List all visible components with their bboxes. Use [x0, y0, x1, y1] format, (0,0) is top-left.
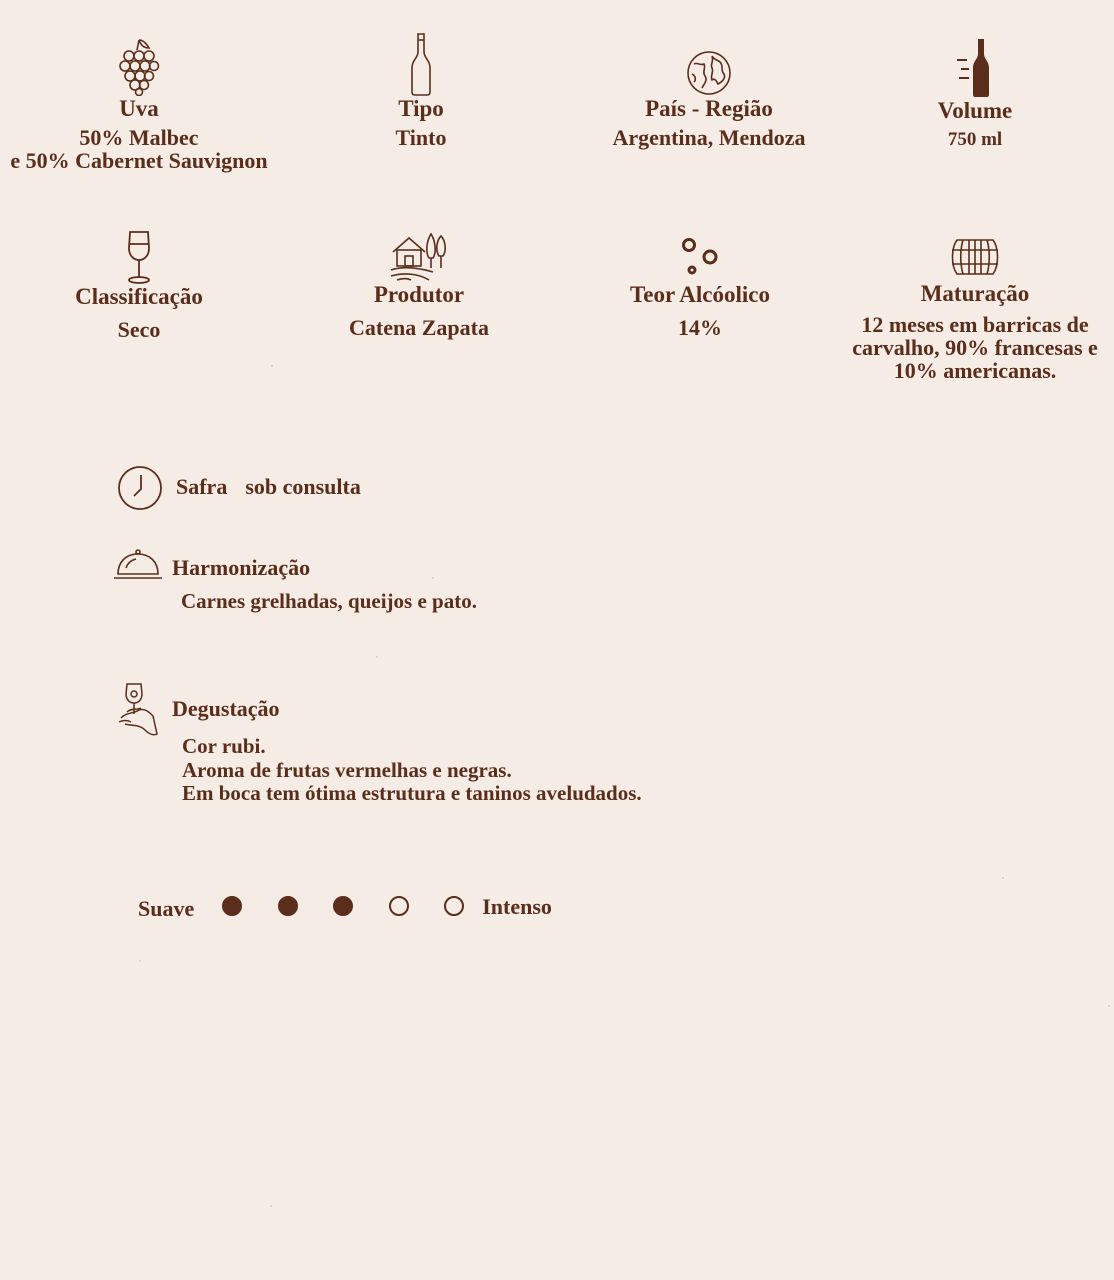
- degustacao-label: Degustação: [172, 696, 280, 721]
- spec-label: Tipo: [398, 96, 444, 121]
- spec-value: 50% Malbec e 50% Cabernet Sauvignon: [10, 125, 268, 173]
- degustacao-line: Em boca tem ótima estrutura e taninos aveludados.: [182, 781, 642, 805]
- clock-icon: [117, 465, 163, 511]
- spec-classificacao: [0, 230, 289, 341]
- barrel-icon: [949, 238, 1001, 276]
- spec-label: Volume: [937, 98, 1013, 123]
- tasting-glass-icon: [117, 680, 159, 738]
- harmonizacao-header: [172, 555, 310, 581]
- paper-speck: [432, 577, 434, 579]
- intensity-dot-filled: [278, 896, 298, 916]
- paper-speck: [1108, 1005, 1110, 1007]
- degustacao-line: Aroma de frutas vermelhas e negras.: [182, 757, 512, 782]
- degustacao-line: Cor rubi.: [182, 734, 266, 758]
- spec-value: Argentina, Mendoza: [612, 125, 806, 150]
- spec-uva: [0, 38, 289, 172]
- spec-maturacao: [825, 238, 1114, 382]
- intensity-scale: [138, 893, 552, 919]
- spec-value: Catena Zapata: [349, 315, 489, 340]
- wine-glass-icon: [125, 230, 153, 284]
- paper-speck: [376, 656, 378, 658]
- spec-produtor: [269, 228, 569, 339]
- intensity-dot-filled: [222, 896, 242, 916]
- paper-speck: [271, 365, 273, 367]
- spec-label: Produtor: [373, 282, 465, 307]
- degustacao-header: [172, 696, 280, 722]
- spec-teor: [550, 236, 850, 339]
- spec-volume: [825, 38, 1114, 151]
- bottle-outline-icon: [409, 32, 433, 96]
- spec-label: País - Região: [645, 96, 773, 121]
- vineyard-house-icon: [389, 228, 449, 282]
- cloche-icon: [112, 548, 164, 580]
- spec-tipo: [271, 32, 571, 149]
- harmonizacao-label: Harmonização: [172, 555, 311, 580]
- harmonizacao-text: Carnes grelhadas, queijos e pato.: [181, 589, 477, 613]
- paper-speck: [1002, 877, 1004, 879]
- globe-icon: [686, 50, 732, 96]
- spec-label: Teor Alcóolico: [630, 282, 770, 307]
- spec-value: Seco: [117, 317, 161, 342]
- intensity-dot-empty: [444, 896, 464, 916]
- spec-label: Maturação: [920, 281, 1030, 306]
- degustacao-text: [182, 735, 642, 806]
- paper-speck: [139, 960, 141, 962]
- intensity-dot-empty: [389, 896, 409, 916]
- paper-speck: [270, 1205, 272, 1207]
- spec-pais: [559, 50, 859, 149]
- safra-value: sob consulta: [245, 474, 361, 499]
- spec-value: 12 meses em barricas de carvalho, 90% francesas e 10% americanas.: [852, 312, 1098, 383]
- intensity-dot-filled: [333, 896, 353, 916]
- spec-value: 750 ml: [947, 129, 1003, 150]
- safra-row: [176, 474, 361, 500]
- intensity-dots: [222, 896, 464, 916]
- intensity-min-label: Suave: [138, 896, 195, 921]
- safra-label: Safra: [176, 474, 228, 499]
- intensity-max-label: Intenso: [482, 894, 552, 919]
- spec-label: Classificação: [75, 284, 203, 309]
- bubbles-icon: [680, 236, 720, 278]
- spec-label: Uva: [119, 96, 159, 121]
- spec-value: Tinto: [395, 125, 447, 150]
- bottle-filled-icon: [955, 38, 995, 98]
- grape-icon: [117, 38, 161, 96]
- spec-value: 14%: [678, 315, 722, 340]
